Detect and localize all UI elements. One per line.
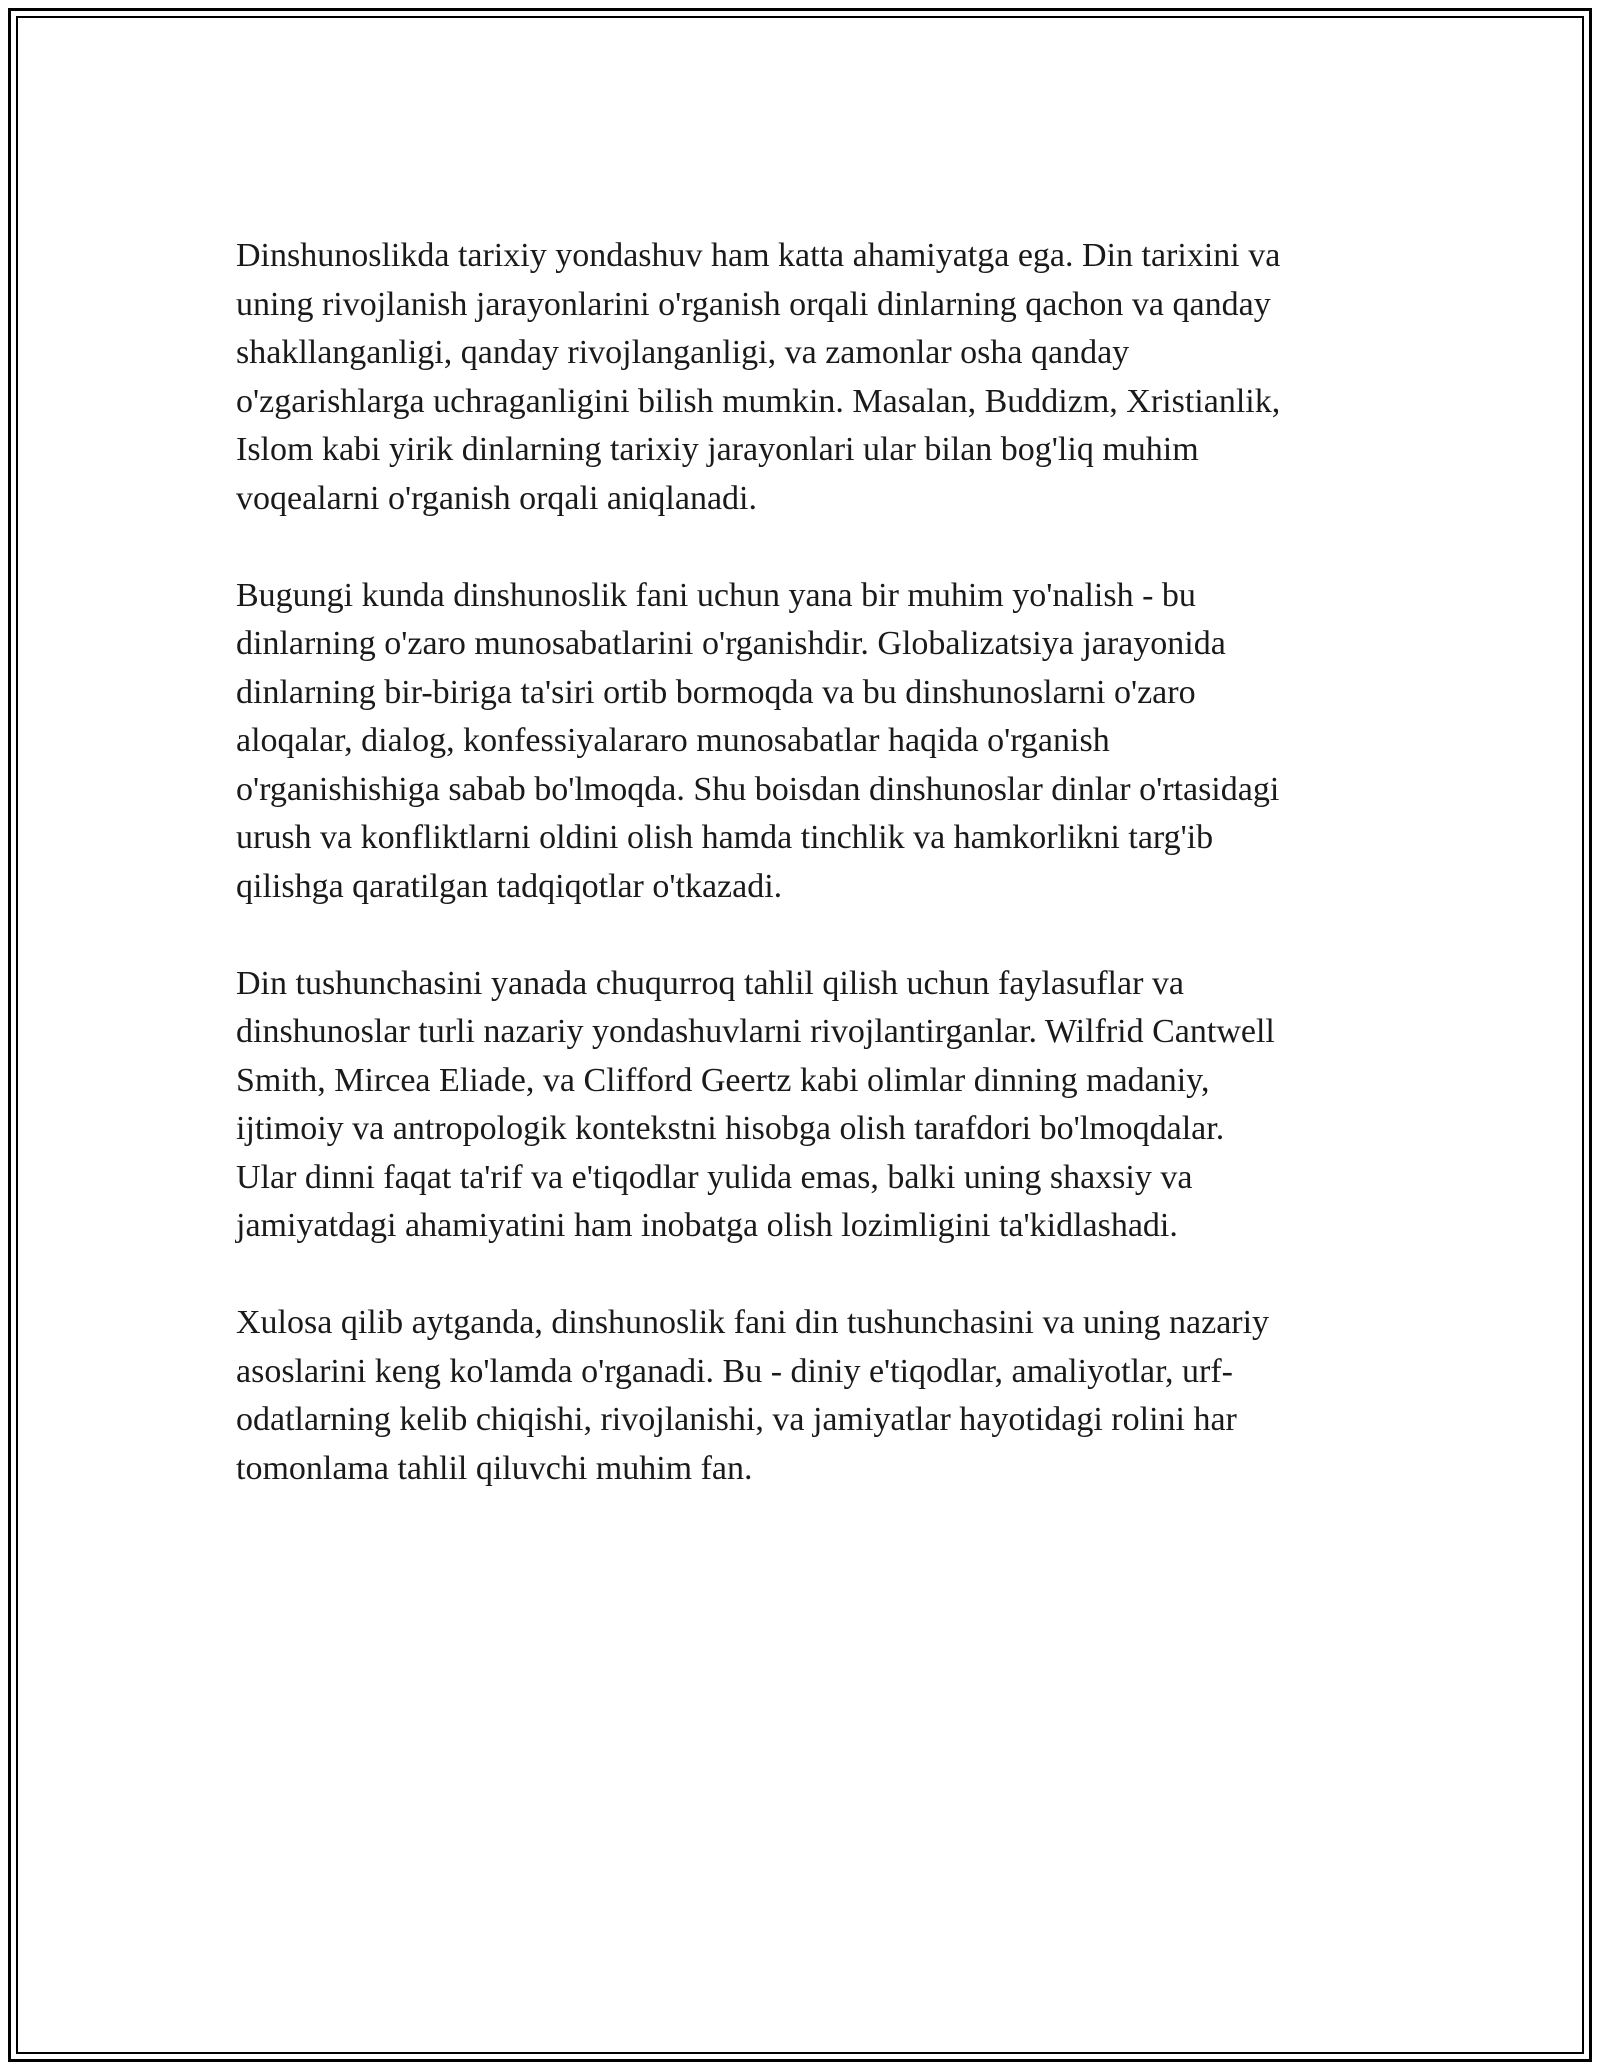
paragraph-interreligious-relations: Bugungi kunda dinshunoslik fani uchun yana bir muhim yo'nalish - bu dinlarning o'zaro munosabatlarini o'rganishdir. Globalizatsiya jarayonida dinlarning bir-biriga ta'siri ortib bormoqda va bu dinshunoslarni o'zaro aloqalar, dialog, konfessiyalararo munosabatlar haqida o'rganish o'rganishishiga sabab bo'lmoqda. Shu boisdan dinshunoslar dinlar o'rtasidagi urush va konfliktlarni oldini olish hamda tinchlik va hamkorlikni targ'ib qilishga qaratilgan tadqiqotlar o'tkazadi.	[236, 576, 1280, 905]
paragraph-theoretical-approaches: Din tushunchasini yanada chuqurroq tahlil qilish uchun faylasuflar va dinshunoslar turli nazariy yondashuvlarni rivojlantirganlar. Wilfrid Cantwell Smith, Mircea Eliade, va Clifford Geertz kabi olimlar dinning madaniy, ijtimoiy va antropologik kontekstni hisobga olish tarafdori bo'lmoqdalar. Ular dinni faqat ta'rif va e'tiqodlar yulida emas, balki uning shaxsiy va jamiyatdagi ahamiyatini ham inobatga olish lozimligini ta'kidlashadi.	[236, 964, 1275, 1244]
paragraph-historical-approach: Dinshunoslikda tarixiy yondashuv ham katta ahamiyatga ega. Din tarixini va uning rivojlanish jarayonlarini o'rganish orqali dinlarning qachon va qanday shakllanganligi, qanday rivojlanganligi, va zamonlar osha qanday o'zgarishlarga uchraganligini bilish mumkin. Masalan, Buddizm, Xristianlik, Islom kabi yirik dinlarning tarixiy jarayonlari ular bilan bog'liq muhim voqealarni o'rganish orqali aniqlanadi.	[236, 237, 1281, 517]
document-body	[236, 232, 1376, 1542]
paragraph-conclusion: Xulosa qilib aytganda, dinshunoslik fani din tushunchasini va uning nazariy asoslarini keng ko'lamda o'rganadi. Bu - diniy e'tiqodlar, amaliyotlar, urf- odatlarning kelib chiqishi, rivojlanishi, va jamiyatlar hayotidagi rolini har tomonlama tahlil qiluvchi muhim fan.	[236, 1304, 1270, 1487]
